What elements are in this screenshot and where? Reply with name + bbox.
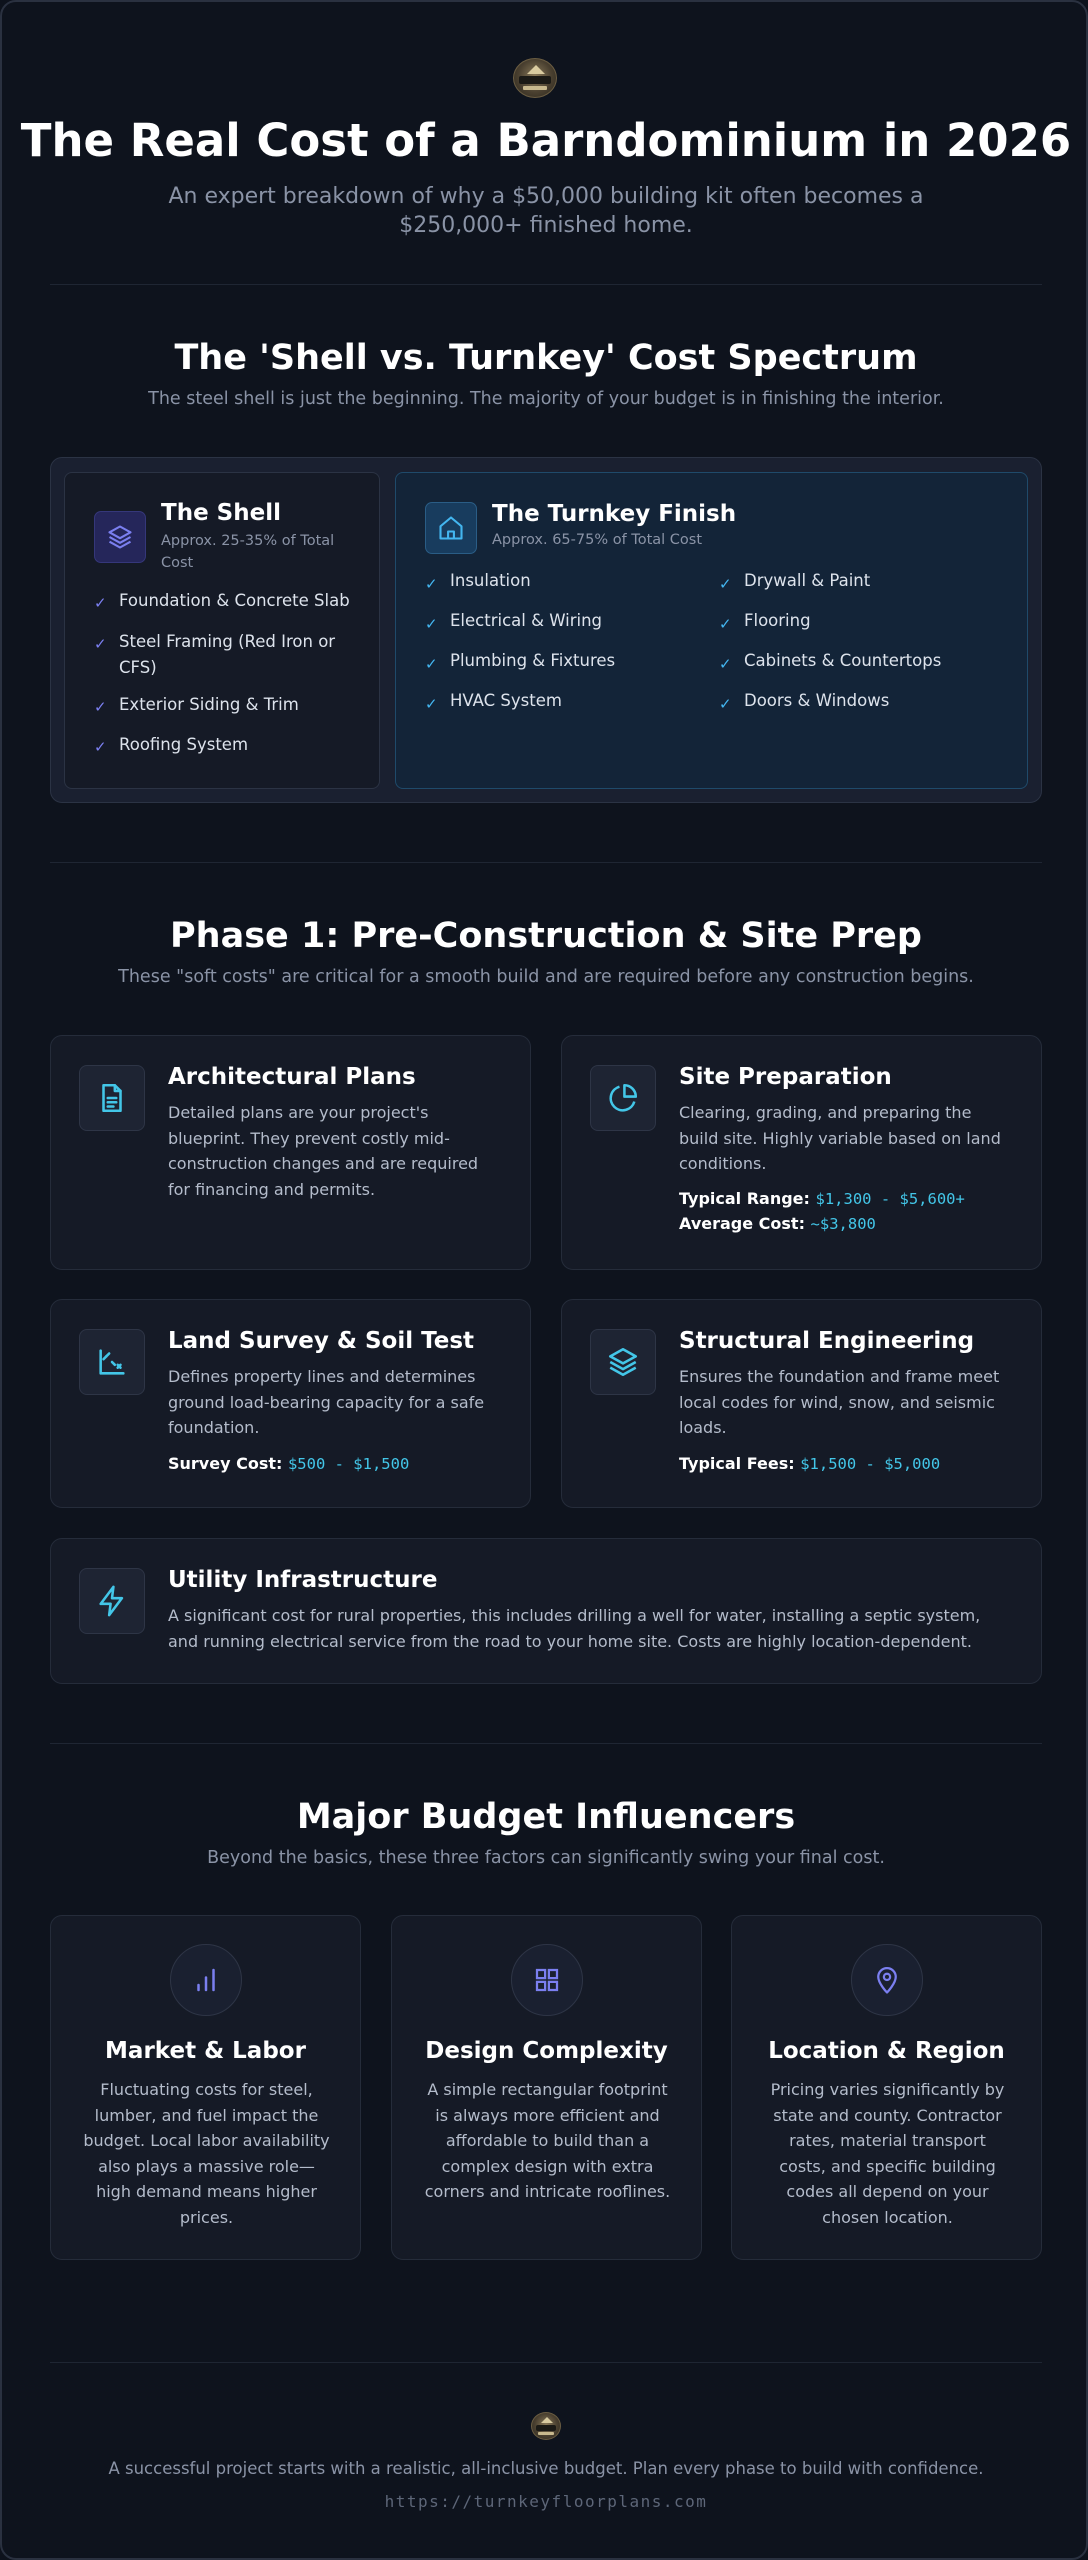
card-description-line: ground load-bearing capacity for a safe bbox=[168, 1392, 485, 1412]
phase1-subtitle: These "soft costs" are critical for a smooth build and are required before any construction begins. bbox=[118, 967, 974, 987]
card-description-line: Detailed plans are your project's bbox=[168, 1103, 429, 1122]
card-title: Architectural Plans bbox=[168, 1064, 416, 1090]
page-subtitle-line: An expert breakdown of why a $50,000 building kit often becomes a bbox=[168, 184, 924, 209]
influencer-description-line: budget. Local labor availability bbox=[83, 2131, 330, 2150]
shell-item: Steel Framing (Red Iron or bbox=[119, 632, 336, 651]
card-description-line: for financing and permits. bbox=[168, 1179, 376, 1199]
structural-engineering-card bbox=[561, 1299, 1042, 1508]
card-description-line: Ensures the foundation and frame meet bbox=[679, 1367, 1000, 1386]
layers-icon bbox=[590, 1329, 656, 1395]
influencer-description bbox=[420, 2077, 675, 2205]
spectrum-title: The 'Shell vs. Turnkey' Cost Spectrum bbox=[174, 338, 918, 378]
page-title: The Real Cost of a Barndominium in 2026 bbox=[20, 114, 1072, 167]
architectural-plans-card bbox=[50, 1035, 531, 1270]
check-icon: ✓ bbox=[94, 698, 107, 716]
brand-logo bbox=[513, 58, 557, 98]
influencer-description-line: corners and intricate rooflines. bbox=[424, 2182, 671, 2201]
check-icon: ✓ bbox=[425, 615, 438, 633]
page-subtitle bbox=[2, 182, 1088, 240]
footer-text: A successful project starts with a realistic, all-inclusive budget. Plan every phase to build with confidence. bbox=[108, 2459, 984, 2478]
card-title: Structural Engineering bbox=[679, 1328, 975, 1354]
divider bbox=[50, 284, 1042, 285]
influencer-description-line: complex design with extra bbox=[441, 2156, 654, 2176]
divider bbox=[50, 862, 1042, 863]
cost-label: Typical Range: bbox=[679, 1189, 810, 1208]
influencer-description-line: Fluctuating costs for steel, bbox=[100, 2080, 313, 2099]
card-description-line: A significant cost for rural properties, this includes drilling a well for water, installing a septic system, bbox=[168, 1606, 981, 1625]
cost-label: Average Cost: bbox=[679, 1214, 805, 1233]
influencer-description-line: rates, material transport bbox=[789, 2131, 986, 2150]
check-icon: ✓ bbox=[94, 594, 107, 612]
influencer-card-market-labor bbox=[50, 1915, 361, 2260]
influencer-description-line: codes all depend on your bbox=[786, 2182, 989, 2201]
check-icon: ✓ bbox=[425, 695, 438, 713]
card-title: Site Preparation bbox=[679, 1064, 892, 1090]
document-icon bbox=[79, 1065, 145, 1131]
cost-label: Typical Fees: bbox=[679, 1454, 795, 1473]
survey-cost bbox=[168, 1454, 409, 1473]
turnkey-item: Plumbing & Fixtures bbox=[450, 651, 616, 670]
card-description-line: and running electrical service from the road to your home site. Costs are highly location-dependent. bbox=[168, 1631, 972, 1651]
shell-item: Exterior Siding & Trim bbox=[119, 695, 299, 714]
cost-value: ~$3,800 bbox=[810, 1215, 876, 1233]
influencer-description-line: A simple rectangular footprint bbox=[427, 2080, 668, 2099]
influencers-title: Major Budget Influencers bbox=[296, 1797, 796, 1837]
card-description-line: local codes for wind, snow, and seismic bbox=[679, 1392, 995, 1412]
footer-url-link[interactable]: https://turnkeyfloorplans.com bbox=[384, 2492, 708, 2511]
influencer-description-line: state and county. Contractor bbox=[773, 2105, 1002, 2125]
cost-value: $1,500 - $5,000 bbox=[800, 1455, 941, 1473]
site-preparation-card bbox=[561, 1035, 1042, 1270]
card-description-line: construction changes and are required bbox=[168, 1154, 479, 1173]
check-icon: ✓ bbox=[719, 655, 732, 673]
divider bbox=[50, 1743, 1042, 1744]
card-title: Utility Infrastructure bbox=[168, 1567, 438, 1593]
influencer-card-design-complexity bbox=[391, 1915, 702, 2260]
lightning-icon bbox=[79, 1568, 145, 1634]
influencer-description-line: also plays a massive role— bbox=[98, 2156, 315, 2176]
card-description bbox=[168, 1603, 980, 1654]
average-cost bbox=[679, 1214, 876, 1233]
typical-fees bbox=[679, 1454, 940, 1473]
check-icon: ✓ bbox=[719, 575, 732, 593]
turnkey-item: Electrical & Wiring bbox=[450, 611, 603, 630]
grid-icon bbox=[511, 1944, 583, 2016]
turnkey-item: Drywall & Paint bbox=[744, 571, 871, 590]
turnkey-item: Cabinets & Countertops bbox=[744, 651, 942, 670]
map-pin-icon bbox=[851, 1944, 923, 2016]
measure-icon bbox=[79, 1329, 145, 1395]
influencer-description bbox=[760, 2077, 1015, 2230]
shell-note bbox=[161, 530, 334, 574]
check-icon: ✓ bbox=[425, 575, 438, 593]
cost-value: $500 - $1,500 bbox=[287, 1455, 410, 1473]
influencers-subtitle: Beyond the basics, these three factors can significantly swing your final cost. bbox=[207, 1848, 885, 1868]
influencer-description-line: costs, and specific building bbox=[779, 2156, 996, 2176]
phase1-title: Phase 1: Pre-Construction & Site Prep bbox=[170, 916, 922, 956]
card-description bbox=[168, 1364, 484, 1441]
cost-label: Survey Cost: bbox=[168, 1454, 283, 1473]
influencer-description-line: affordable to build than a bbox=[445, 2131, 650, 2150]
check-icon: ✓ bbox=[94, 738, 107, 756]
shell-item: CFS) bbox=[119, 658, 157, 677]
page-subtitle-line: $250,000+ finished home. bbox=[399, 213, 693, 238]
check-icon: ✓ bbox=[425, 655, 438, 673]
shell-title: The Shell bbox=[161, 500, 281, 526]
turnkey-item: Insulation bbox=[450, 571, 531, 590]
shell-note-line: Cost bbox=[161, 555, 194, 571]
influencer-title: Location & Region bbox=[768, 2038, 1005, 2064]
shell-note-line: Approx. 25-35% of Total bbox=[161, 533, 335, 549]
card-description-line: Clearing, grading, and preparing the bbox=[679, 1103, 972, 1122]
turnkey-item: Doors & Windows bbox=[744, 691, 890, 710]
check-icon: ✓ bbox=[719, 615, 732, 633]
turnkey-item: HVAC System bbox=[450, 691, 562, 710]
footer-logo bbox=[531, 2412, 561, 2440]
card-description-line: loads. bbox=[679, 1418, 727, 1437]
turnkey-note: Approx. 65-75% of Total Cost bbox=[492, 532, 703, 548]
check-icon: ✓ bbox=[719, 695, 732, 713]
shell-item: Foundation & Concrete Slab bbox=[119, 591, 350, 610]
check-icon: ✓ bbox=[94, 635, 107, 653]
card-description bbox=[168, 1100, 478, 1202]
card-description-line: conditions. bbox=[679, 1154, 767, 1173]
influencer-description bbox=[79, 2077, 334, 2230]
divider bbox=[50, 2362, 1042, 2363]
cost-value: $1,300 - $5,600+ bbox=[815, 1190, 965, 1208]
utility-infrastructure-card bbox=[50, 1538, 1042, 1684]
turnkey-item: Flooring bbox=[744, 611, 811, 630]
influencer-description-line: is always more efficient and bbox=[435, 2105, 660, 2125]
influencer-description-line: lumber, and fuel impact the bbox=[94, 2105, 319, 2125]
influencer-card-location-region bbox=[731, 1915, 1042, 2260]
pie-chart-icon bbox=[590, 1065, 656, 1131]
bar-chart-icon bbox=[170, 1944, 242, 2016]
card-description bbox=[679, 1364, 999, 1441]
influencer-description-line: chosen location. bbox=[822, 2207, 953, 2227]
shell-item: Roofing System bbox=[119, 735, 249, 754]
card-description-line: Defines property lines and determines bbox=[168, 1367, 476, 1386]
influencer-description-line: Pricing varies significantly by bbox=[770, 2080, 1005, 2099]
home-icon bbox=[425, 502, 477, 554]
card-title: Land Survey & Soil Test bbox=[168, 1328, 475, 1354]
card-description bbox=[679, 1100, 1001, 1177]
land-survey-card bbox=[50, 1299, 531, 1508]
layers-icon bbox=[94, 511, 146, 563]
turnkey-title: The Turnkey Finish bbox=[492, 501, 737, 527]
influencer-description-line: prices. bbox=[179, 2207, 234, 2227]
card-description-line: build site. Highly variable based on land bbox=[679, 1128, 1001, 1148]
influencer-description-line: high demand means higher bbox=[96, 2182, 317, 2201]
card-description-line: blueprint. They prevent costly mid- bbox=[168, 1128, 450, 1148]
card-description-line: foundation. bbox=[168, 1418, 260, 1437]
influencer-title: Market & Labor bbox=[105, 2038, 306, 2064]
typical-range bbox=[679, 1189, 965, 1208]
influencer-title: Design Complexity bbox=[425, 2038, 668, 2064]
spectrum-subtitle: The steel shell is just the beginning. The majority of your budget is in finishing the interior. bbox=[148, 389, 944, 409]
